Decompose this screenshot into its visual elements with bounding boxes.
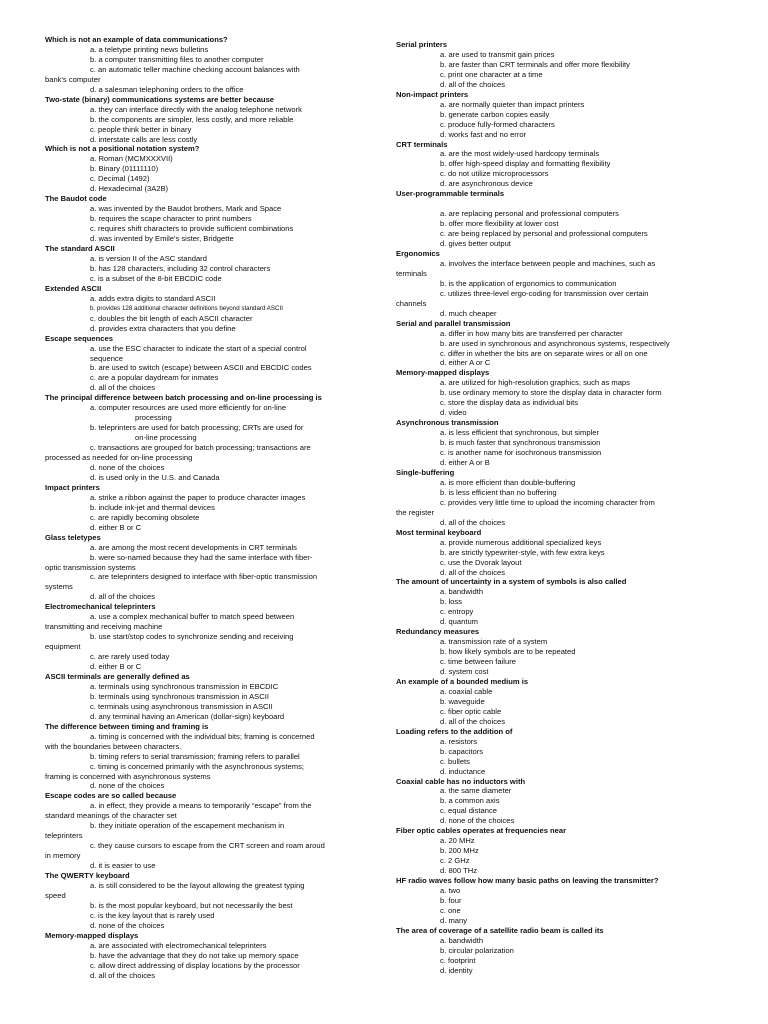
question-text: The area of coverage of a satellite radio beam is called its — [396, 925, 604, 935]
answer-option: b. the components are simpler, less costly, and more reliable — [90, 114, 294, 124]
question-text: Memory-mapped displays — [396, 368, 490, 378]
answer-option: b. include ink-jet and thermal devices — [90, 502, 215, 512]
answer-option: d. all of the choices — [90, 970, 156, 980]
question-text: The standard ASCII — [45, 244, 115, 254]
answer-option: d. none of the choices — [90, 920, 165, 930]
answer-option: b. were so-named because they had the same interface with fiber- — [90, 552, 313, 562]
answer-option: c. differ in whether the bits are on separate wires or all on one — [440, 348, 648, 358]
answer-option: d. none of the choices — [90, 462, 165, 472]
answer-option: a. coaxial cable — [440, 686, 493, 696]
answer-option: d. any terminal having an American (dollar-sign) keyboard — [90, 711, 285, 721]
wrapped-text-line: systems — [45, 582, 73, 592]
answer-option: d. works fast and no error — [440, 129, 527, 139]
answer-option: a. are the most widely-used hardcopy terminals — [440, 149, 600, 159]
answer-option: a. Roman (MCMXXXVII) — [90, 154, 173, 164]
answer-option: c. time between failure — [440, 657, 516, 667]
answer-option: b. teleprinters are used for batch processing; CRTs are used for — [90, 423, 304, 433]
answer-option: d. all of the choices — [90, 592, 156, 602]
answer-option: d. it is easier to use — [90, 861, 156, 871]
answer-option: d. all of the choices — [440, 716, 506, 726]
answer-option: b. are strictly typewriter-style, with few extra keys — [440, 547, 605, 557]
question-text: The Baudot code — [45, 194, 107, 204]
question-text: ASCII terminals are generally defined as — [45, 672, 190, 681]
answer-option: b. a computer transmitting files to another computer — [90, 54, 264, 64]
answer-option: a. are utilized for high-resolution graphics, such as maps — [440, 378, 630, 388]
answer-option: a. is still considered to be the layout allowing the greatest typing — [90, 881, 305, 891]
answer-option: b. are faster than CRT terminals and offer more flexibility — [440, 59, 630, 69]
wrapped-text-line: transmitting and receiving machine — [45, 622, 163, 632]
question-text: Loading refers to the addition of — [396, 726, 513, 736]
question-text: User-programmable terminals — [396, 189, 505, 199]
answer-option: d. provides extra characters that you define — [90, 323, 236, 333]
answer-option: b. timing refers to serial transmission; framing refers to parallel — [90, 751, 300, 761]
blank-line — [396, 199, 712, 209]
question-text: Extended ASCII — [45, 283, 102, 293]
answer-option: b. has 128 characters, including 32 control characters — [90, 263, 271, 273]
answer-option: c. doubles the bit length of each ASCII character — [90, 313, 253, 323]
question-text: Most terminal keyboard — [396, 527, 482, 537]
answer-option: b. four — [440, 895, 462, 905]
answer-option: d. system cost — [440, 667, 489, 677]
answer-option: b. terminals using synchronous transmission in ASCII — [90, 691, 269, 701]
question-text: Asynchronous transmission — [396, 418, 499, 428]
question-text: Electromechanical teleprinters — [45, 602, 156, 612]
answer-option: a. bandwidth — [440, 935, 484, 945]
answer-option: a. strike a ribbon against the paper to produce character images — [90, 492, 306, 502]
answer-option: a. involves the interface between people and machines, such as — [440, 258, 656, 268]
question-text: Single-buffering — [396, 467, 455, 477]
question-text: Non-impact printers — [396, 89, 469, 99]
answer-option: b. use ordinary memory to store the display data in character form — [440, 388, 662, 398]
answer-option: d. gives better output — [440, 239, 511, 249]
answer-option: d. all of the choices — [90, 383, 156, 393]
answer-option: c. use the Dvorak layout — [440, 557, 522, 567]
answer-option: a. is more efficient than double-buffering — [440, 477, 576, 487]
answer-option: c. terminals using asynchronous transmission in ASCII — [90, 701, 273, 711]
answer-option: d. inductance — [440, 766, 486, 776]
answer-option: b. are used in synchronous and asynchronous systems, respectively — [440, 338, 670, 348]
answer-option: c. are rapidly becoming obsolete — [90, 512, 200, 522]
answer-option: on-line processing — [135, 433, 197, 443]
answer-option: c. 2 GHz — [440, 856, 470, 866]
answer-option: a. they can interface directly with the analog telephone network — [90, 104, 302, 114]
answer-option: c. are teleprinters designed to interface with fiber-optic transmission — [90, 572, 318, 582]
answer-option: b. is the most popular keyboard, but not necessarily the best — [90, 900, 293, 910]
answer-option: b. use start/stop codes to synchronize sending and receiving — [90, 632, 294, 642]
answer-option: c. people think better in binary — [90, 124, 192, 134]
wrapped-text-line: with the boundaries between characters. — [45, 741, 182, 751]
wrapped-text-line: the register — [396, 507, 434, 517]
answer-option: c. is a subset of the 8-bit EBCDIC code — [90, 273, 222, 283]
answer-option: d. all of the choices — [440, 79, 506, 89]
answer-option: c. are a popular daydream for inmates — [90, 373, 219, 383]
answer-option: d. identity — [440, 965, 473, 975]
answer-option: c. store the display data as individual bits — [440, 398, 579, 408]
wrapped-text-line: bank's computer — [45, 74, 101, 84]
answer-option: b. circular polarization — [440, 945, 514, 955]
answer-option: d. is used only in the U.S. and Canada — [90, 472, 220, 482]
answer-option: c. is the key layout that is rarely used — [90, 910, 215, 920]
answer-option: c. produce fully-formed characters — [440, 119, 555, 129]
question-text: An example of a bounded medium is — [396, 676, 529, 686]
question-text: Coaxial cable has no inductors with — [396, 776, 526, 786]
answer-option: b. Binary (01111110) — [90, 164, 159, 174]
answer-option: b. offer more flexibility at lower cost — [440, 219, 559, 229]
question-text: Ergonomics — [396, 249, 440, 258]
answer-option: d. all of the choices — [440, 517, 506, 527]
answer-option: a. two — [440, 886, 461, 895]
answer-option: d. much cheaper — [440, 308, 497, 318]
answer-option: a. is version II of the ASC standard — [90, 253, 207, 263]
answer-option: d. video — [440, 408, 467, 418]
answer-option: d. 800 THz — [440, 866, 478, 876]
answer-option: d. was invented by Emile's sister, Bridgette — [90, 234, 234, 244]
answer-option: b. how likely symbols are to be repeated — [440, 647, 576, 657]
answer-option: a. the same diameter — [440, 786, 512, 796]
wrapped-text-line: standard meanings of the character set — [45, 811, 177, 821]
answer-option: b. is less efficient than no buffering — [440, 487, 557, 497]
answer-option: d. Hexadecimal (3A2B) — [90, 184, 169, 194]
answer-option: a. use the ESC character to indicate the start of a special control — [90, 343, 307, 353]
answer-option: c. they cause cursors to escape from the CRT screen and roam aroud — [90, 841, 325, 851]
question-text: The amount of uncertainty in a system of symbols is also called — [396, 577, 627, 587]
answer-option: a. a teletype printing news bulletins — [90, 44, 209, 54]
answer-option: b. is much faster that synchronous transmission — [440, 438, 601, 448]
wrapped-text-line: speed — [45, 890, 66, 900]
question-text: Escape sequences — [45, 333, 113, 343]
answer-option: b. provides 128 additional character definitions beyond standard ASCII — [90, 304, 283, 312]
wrapped-text-line: framing is concerned with asynchronous systems — [45, 771, 211, 781]
wrapped-text-line: teleprinters — [45, 831, 83, 841]
answer-option: a. transmission rate of a system — [440, 637, 548, 647]
answer-option: processing — [135, 413, 172, 423]
answer-option: c. equal distance — [440, 806, 497, 816]
wrapped-text-line: equipment — [45, 642, 81, 652]
wrapped-text-line: optic transmission systems — [45, 562, 136, 572]
question-text: Which is not an example of data communications? — [45, 35, 228, 44]
answer-option: b. is the application of ergonomics to communication — [440, 278, 617, 288]
question-text: Two-state (binary) communications systems are better because — [45, 94, 275, 104]
answer-option: b. have the advantage that they do not take up memory space — [90, 950, 299, 960]
question-text: Impact printers — [45, 482, 100, 492]
question-text: The principal difference between batch processing and on-line processing is — [45, 393, 322, 403]
answer-option: a. is less efficient that synchronous, but simpler — [440, 428, 599, 438]
answer-option: b. are used to switch (escape) between ASCII and EBCDIC codes — [90, 363, 312, 373]
answer-option: a. are used to transmit gain prices — [440, 49, 555, 59]
right-question-column — [396, 40, 712, 976]
answer-option: a. are among the most recent developments in CRT terminals — [90, 542, 297, 552]
answer-option: c. requires shift characters to provide sufficient combinations — [90, 224, 294, 234]
answer-option: c. are being replaced by personal and professional computers — [440, 229, 648, 239]
question-text: Serial and parallel transmission — [396, 318, 511, 328]
answer-option: c. Decimal (1492) — [90, 174, 150, 184]
question-text: The QWERTY keyboard — [45, 871, 130, 881]
answer-option: b. requires the scape character to print numbers — [90, 214, 252, 224]
answer-option: d. many — [440, 915, 468, 925]
wrapped-text-line: in memory — [45, 851, 81, 861]
answer-option: a. are normally quieter than impact printers — [440, 99, 585, 109]
answer-option: b. 200 MHz — [440, 846, 479, 856]
answer-option: d. all of the choices — [440, 567, 506, 577]
answer-option: d. none of the choices — [440, 816, 515, 826]
answer-option: sequence — [90, 353, 123, 363]
answer-option: c. allow direct addressing of display locations by the processor — [90, 960, 300, 970]
answer-option: a. timing is concerned with the individual bits; framing is concerned — [90, 731, 315, 741]
answer-option: c. one — [440, 905, 461, 915]
answer-option: c. is another name for isochronous transmission — [440, 448, 602, 458]
answer-option: d. are asynchronous device — [440, 179, 533, 189]
answer-option: c. an automatic teller machine checking account balances with — [90, 64, 300, 74]
answer-option: a. in effect, they provide a means to temporarily “escape” from the — [90, 801, 312, 811]
answer-option: a. adds extra digits to standard ASCII — [90, 293, 216, 303]
answer-option: c. print one character at a time — [440, 69, 543, 79]
answer-option: c. transactions are grouped for batch processing; transactions are — [90, 443, 311, 453]
answer-option: a. are associated with electromechanical teleprinters — [90, 940, 267, 950]
question-text: Redundancy measures — [396, 627, 480, 637]
question-text: CRT terminals — [396, 139, 448, 149]
answer-option: a. computer resources are used more efficiently for on-line — [90, 403, 287, 413]
answer-option: d. a salesman telephoning orders to the office — [90, 84, 244, 94]
answer-option: a. resistors — [440, 736, 478, 746]
answer-option: a. use a complex mechanical buffer to match speed between — [90, 612, 295, 622]
answer-option: a. bandwidth — [440, 587, 484, 597]
answer-option: d. quantum — [440, 617, 478, 627]
question-text: The difference between timing and framing is — [45, 721, 209, 731]
answer-option: a. terminals using synchronous transmission in EBCDIC — [90, 681, 279, 691]
question-text: Memory-mapped displays — [45, 930, 139, 940]
answer-option: d. none of the choices — [90, 781, 165, 791]
question-text: Fiber optic cables operates at frequencies near — [396, 826, 567, 836]
answer-option: c. bullets — [440, 756, 470, 766]
wrapped-text-line: processed as needed for on-line processing — [45, 453, 193, 463]
wrapped-text-line: terminals — [396, 268, 427, 278]
answer-option: b. offer high-speed display and formatting flexibility — [440, 159, 611, 169]
answer-option: a. are replacing personal and professional computers — [440, 209, 619, 219]
answer-option: c. footprint — [440, 955, 476, 965]
answer-option: d. interstate calls are less costly — [90, 134, 198, 144]
wrapped-text-line: channels — [396, 298, 427, 308]
answer-option: a. provide numerous additional specialized keys — [440, 537, 602, 547]
answer-option: d. either B or C — [90, 522, 142, 532]
answer-option: b. generate carbon copies easily — [440, 109, 550, 119]
question-text: Which is not a positional notation system? — [45, 144, 200, 154]
question-text: HF radio waves follow how many basic paths on leaving the transmitter? — [396, 876, 659, 886]
answer-option: c. do not utilize microprocessors — [440, 169, 549, 179]
answer-option: c. timing is concerned primarily with the asynchronous systems; — [90, 761, 304, 771]
answer-option: d. either A or B — [440, 458, 490, 468]
question-text: Glass teletypes — [45, 532, 101, 542]
answer-option: d. either A or C — [440, 358, 491, 368]
answer-option: b. loss — [440, 597, 462, 607]
answer-option: b. a common axis — [440, 796, 500, 806]
answer-option: b. they initiate operation of the escapement mechanism in — [90, 821, 285, 831]
answer-option: d. either B or C — [90, 662, 142, 672]
answer-option: b. capacitors — [440, 746, 484, 756]
question-text: Serial printers — [396, 40, 448, 49]
answer-option: c. utilizes three-level ergo-coding for transmission over certain — [440, 288, 649, 298]
answer-option: a. 20 MHz — [440, 836, 475, 846]
answer-option: c. provides very little time to upload the incoming character from — [440, 497, 655, 507]
left-question-column — [45, 35, 361, 981]
question-text: Escape codes are so called because — [45, 791, 177, 801]
answer-option: c. entropy — [440, 607, 474, 617]
answer-option: a. differ in how many bits are transferred per character — [440, 328, 623, 338]
answer-option: b. waveguide — [440, 696, 485, 706]
answer-option: c. fiber optic cable — [440, 706, 502, 716]
answer-option: c. are rarely used today — [90, 652, 170, 662]
answer-option: a. was invented by the Baudot brothers, Mark and Space — [90, 204, 282, 214]
